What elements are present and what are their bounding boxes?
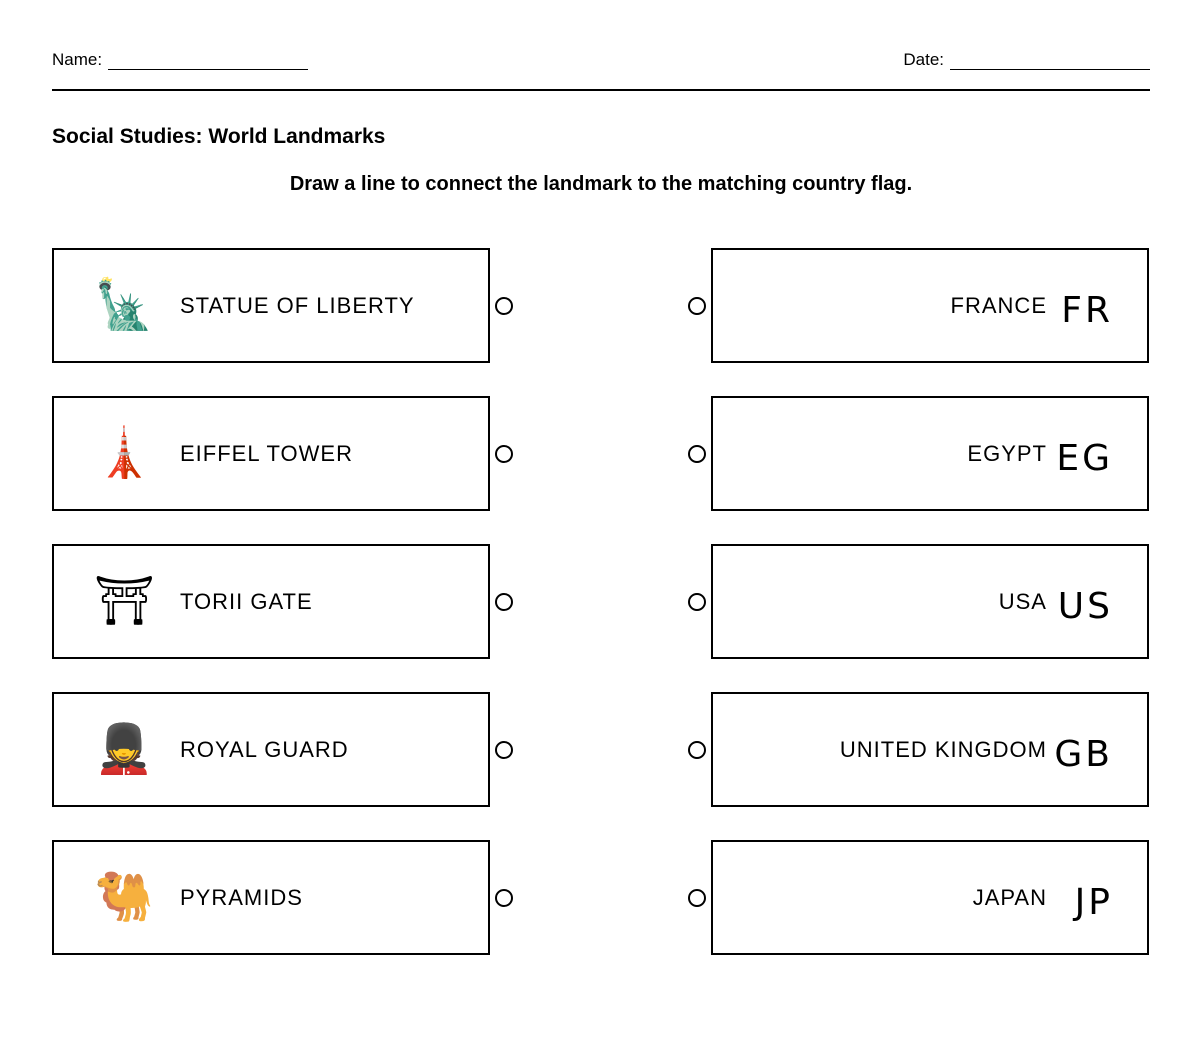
country-card[interactable]: [711, 544, 1149, 659]
name-field[interactable]: [52, 50, 308, 70]
instructions: Draw a line to connect the landmark to the matching country flag.: [289, 173, 913, 195]
right-connector-dot[interactable]: [688, 741, 706, 759]
landmark-card[interactable]: [52, 544, 490, 659]
right-connector-dot[interactable]: [688, 889, 706, 907]
left-connector-dot[interactable]: [495, 445, 513, 463]
landmark-label: EIFFEL TOWER: [180, 441, 353, 466]
header-row: [52, 50, 1150, 72]
left-connector-dot[interactable]: [495, 741, 513, 759]
country-code: FR: [1061, 290, 1113, 331]
torii-gate-icon: ⛩: [94, 575, 155, 628]
right-connector-dot[interactable]: [688, 593, 706, 611]
country-code: EG: [1056, 438, 1113, 479]
date-field[interactable]: [903, 50, 1150, 70]
left-connector-dot[interactable]: [495, 593, 513, 611]
country-card[interactable]: [711, 692, 1149, 807]
left-connector-dot[interactable]: [495, 297, 513, 315]
country-label: JAPAN: [972, 885, 1047, 910]
header-divider: [52, 89, 1150, 91]
landmark-card[interactable]: [52, 840, 490, 955]
guard-icon: 💂: [94, 723, 154, 776]
country-card[interactable]: [711, 840, 1149, 955]
left-connector-dot[interactable]: [495, 889, 513, 907]
landmark-label: PYRAMIDS: [180, 885, 303, 910]
statue-of-liberty-icon: 🗽: [94, 279, 154, 332]
landmark-label: STATUE OF LIBERTY: [180, 293, 415, 318]
landmark-card[interactable]: [52, 396, 490, 511]
country-card[interactable]: [711, 396, 1149, 511]
country-card[interactable]: [711, 248, 1149, 363]
date-blank-line[interactable]: [950, 53, 1150, 70]
camel-icon: 🐫: [94, 871, 154, 924]
country-label: FRANCE: [950, 293, 1047, 318]
country-label: EGYPT: [967, 441, 1047, 466]
landmark-card[interactable]: [52, 692, 490, 807]
country-label: UNITED KINGDOM: [839, 737, 1047, 762]
country-code: JP: [1074, 882, 1113, 923]
landmark-label: ROYAL GUARD: [180, 737, 349, 762]
tokyo-tower-icon: 🗼: [94, 427, 154, 480]
landmark-label: TORII GATE: [180, 589, 313, 614]
date-label: Date:: [903, 50, 944, 69]
right-connector-dot[interactable]: [688, 297, 706, 315]
page-title: Social Studies: World Landmarks: [52, 125, 386, 148]
landmark-card[interactable]: [52, 248, 490, 363]
name-label: Name:: [52, 50, 103, 69]
country-label: USA: [998, 589, 1047, 614]
right-connector-dot[interactable]: [688, 445, 706, 463]
name-blank-line[interactable]: [108, 53, 308, 70]
country-code: US: [1057, 586, 1113, 627]
country-code: GB: [1054, 734, 1113, 775]
